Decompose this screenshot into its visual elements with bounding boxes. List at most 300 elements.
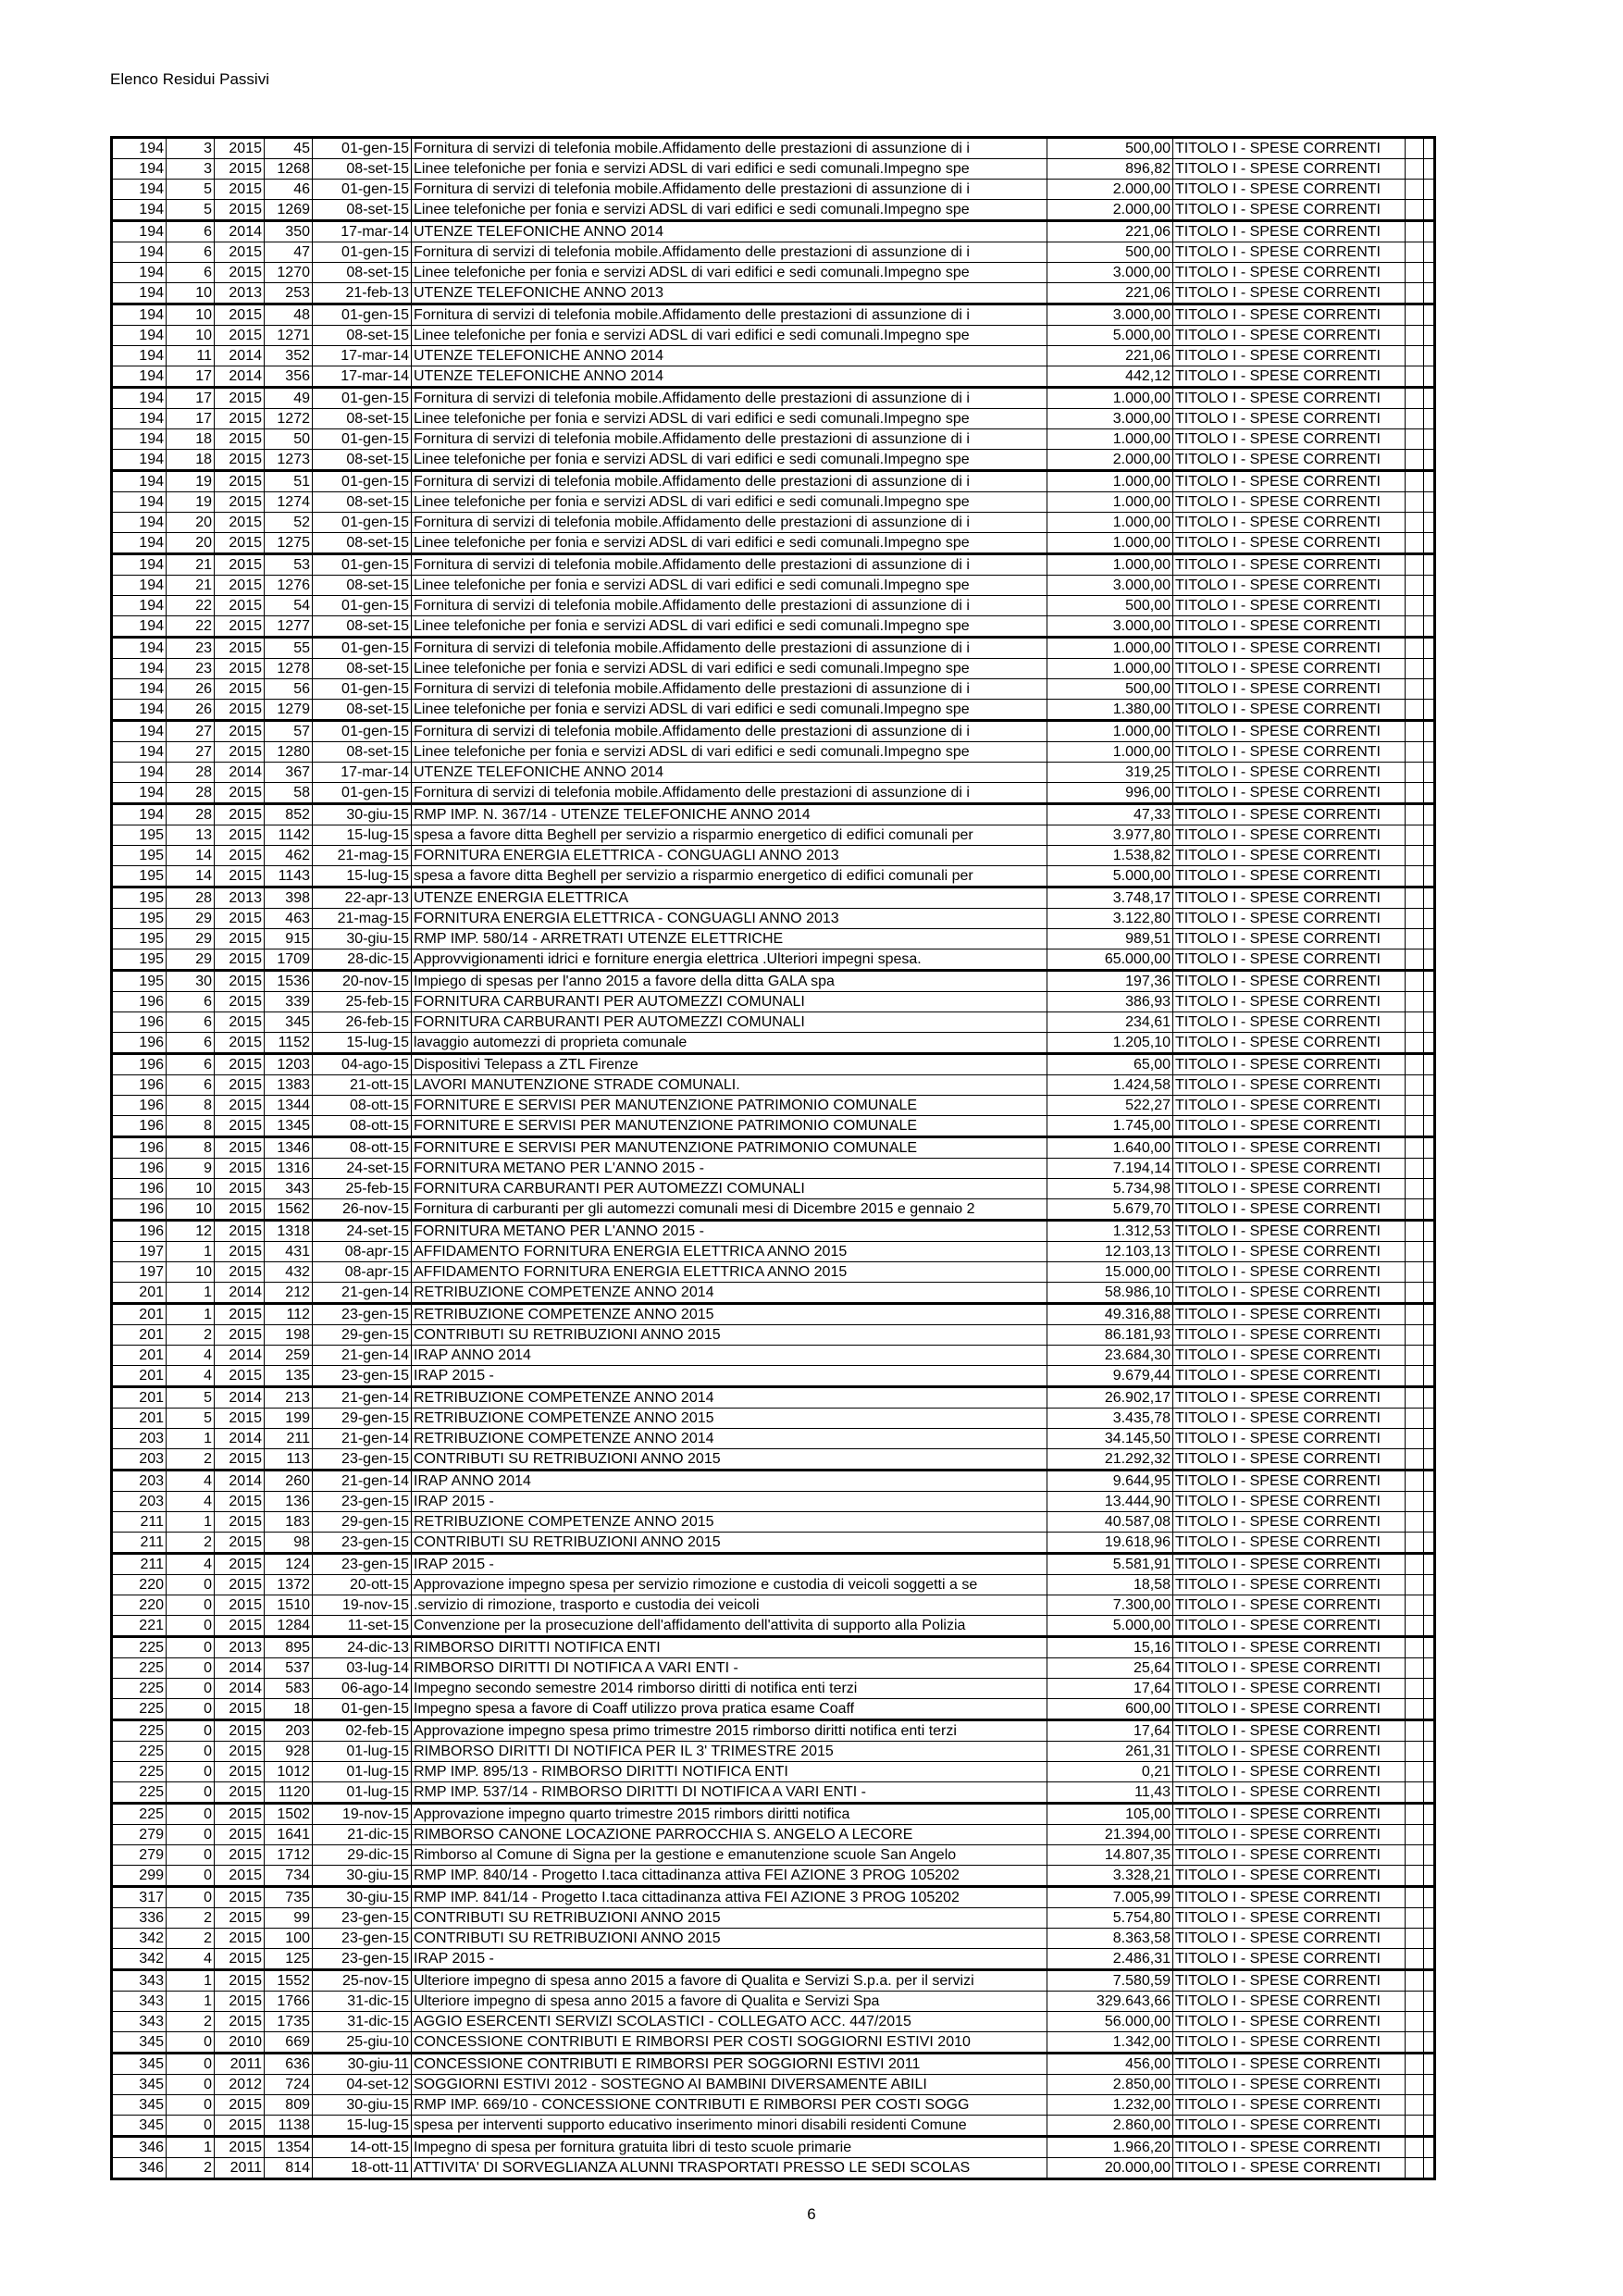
empty-cell [1406,492,1424,513]
impegno-number-cell: 1709 [265,949,313,971]
impegno-number-cell: 350 [265,221,313,242]
residui-passivi-table [110,136,1436,2180]
amount-cell: 2.000,00 [1047,200,1173,221]
empty-cell [1424,1825,1435,1845]
empty-cell [1424,1595,1435,1616]
capitolo-cell: 194 [112,679,167,700]
titolo-cell: TITOLO I - SPESE CORRENTI [1173,1742,1406,1762]
capitolo-cell: 196 [112,1159,167,1179]
titolo-cell: TITOLO I - SPESE CORRENTI [1173,2032,1406,2054]
date-cell: 08-ott-15 [313,1116,412,1137]
anno-cell: 2015 [215,1075,265,1096]
amount-cell: 896,82 [1047,159,1173,180]
description-cell: Linee telefoniche per fonia e servizi ADSL di vari edifici e sedi comunali.Impegno spe [412,159,1047,180]
table-row [112,1325,1435,1346]
impegno-number-cell: 198 [265,1325,313,1346]
titolo-cell: TITOLO I - SPESE CORRENTI [1173,2137,1406,2158]
description-cell: FORNITURA METANO PER L'ANNO 2015 - [412,1159,1047,1179]
empty-cell [1406,638,1424,659]
amount-cell: 2.860,00 [1047,2116,1173,2137]
capitolo-cell: 194 [112,429,167,450]
date-cell: 01-lug-15 [313,1782,412,1804]
empty-cell [1424,221,1435,242]
amount-cell: 11,43 [1047,1782,1173,1804]
titolo-cell: TITOLO I - SPESE CORRENTI [1173,1804,1406,1825]
capitolo-cell: 225 [112,1699,167,1720]
description-cell: Linee telefoniche per fonia e servizi ADSL di vari edifici e sedi comunali.Impegno spe [412,326,1047,346]
amount-cell: 2.000,00 [1047,450,1173,471]
anno-cell: 2014 [215,1283,265,1304]
empty-cell [1424,1429,1435,1449]
description-cell: Fornitura di servizi di telefonia mobile.Affidamento delle prestazioni di assunzione di i [412,304,1047,326]
empty-cell [1424,596,1435,616]
anno-cell: 2015 [215,1804,265,1825]
empty-cell [1424,242,1435,263]
empty-cell [1424,409,1435,429]
date-cell: 01-gen-15 [313,783,412,804]
impegno-number-cell: 253 [265,283,313,304]
amount-cell: 221,06 [1047,283,1173,304]
anno-cell: 2015 [215,1782,265,1804]
date-cell: 18-ott-11 [313,2158,412,2179]
articolo-cell: 19 [167,471,215,492]
empty-cell [1406,346,1424,366]
articolo-cell: 6 [167,263,215,283]
date-cell: 25-feb-15 [313,1179,412,1199]
description-cell: RIMBORSO DIRITTI DI NOTIFICA PER IL 3' TRIMESTRE 2015 [412,1742,1047,1762]
empty-cell [1406,1512,1424,1533]
empty-cell [1424,866,1435,887]
capitolo-cell: 194 [112,471,167,492]
anno-cell: 2015 [215,1887,265,1908]
titolo-cell: TITOLO I - SPESE CORRENTI [1173,1699,1406,1720]
titolo-cell: TITOLO I - SPESE CORRENTI [1173,1887,1406,1908]
capitolo-cell: 201 [112,1346,167,1366]
empty-cell [1424,554,1435,576]
titolo-cell: TITOLO I - SPESE CORRENTI [1173,346,1406,366]
capitolo-cell: 345 [112,2032,167,2054]
capitolo-cell: 194 [112,638,167,659]
table-row [112,283,1435,304]
capitolo-cell: 343 [112,1992,167,2012]
empty-cell [1406,1554,1424,1575]
table-row [112,1116,1435,1137]
amount-cell: 65.000,00 [1047,949,1173,971]
empty-cell [1424,1637,1435,1658]
empty-cell [1424,492,1435,513]
impegno-number-cell: 135 [265,1366,313,1387]
capitolo-cell: 220 [112,1575,167,1595]
capitolo-cell: 201 [112,1409,167,1429]
anno-cell: 2015 [215,825,265,846]
articolo-cell: 0 [167,1575,215,1595]
titolo-cell: TITOLO I - SPESE CORRENTI [1173,1616,1406,1637]
empty-cell [1406,1845,1424,1866]
anno-cell: 2015 [215,2137,265,2158]
empty-cell [1406,1471,1424,1492]
empty-cell [1406,596,1424,616]
empty-cell [1424,949,1435,971]
titolo-cell: TITOLO I - SPESE CORRENTI [1173,1283,1406,1304]
anno-cell: 2015 [215,1949,265,1970]
date-cell: 26-nov-15 [313,1199,412,1221]
titolo-cell: TITOLO I - SPESE CORRENTI [1173,2158,1406,2179]
empty-cell [1406,450,1424,471]
description-cell: RETRIBUZIONE COMPETENZE ANNO 2015 [412,1304,1047,1325]
empty-cell [1406,263,1424,283]
empty-cell [1424,1159,1435,1179]
table-row [112,180,1435,200]
empty-cell [1406,1221,1424,1242]
amount-cell: 2.850,00 [1047,2075,1173,2095]
articolo-cell: 0 [167,1762,215,1782]
anno-cell: 2015 [215,929,265,949]
empty-cell [1424,283,1435,304]
impegno-number-cell: 125 [265,1949,313,1970]
capitolo-cell: 211 [112,1554,167,1575]
empty-cell [1406,429,1424,450]
description-cell: Approvazione impegno spesa primo trimestre 2015 rimborso diritti notifica enti terzi [412,1720,1047,1742]
anno-cell: 2015 [215,616,265,638]
table-row [112,2075,1435,2095]
empty-cell [1424,2116,1435,2137]
capitolo-cell: 225 [112,1658,167,1679]
amount-cell: 319,25 [1047,763,1173,783]
table-row [112,1970,1435,1992]
titolo-cell: TITOLO I - SPESE CORRENTI [1173,1137,1406,1159]
table-row [112,1137,1435,1159]
capitolo-cell: 195 [112,909,167,929]
anno-cell: 2015 [215,159,265,180]
table-row [112,263,1435,283]
anno-cell: 2015 [215,409,265,429]
impegno-number-cell: 57 [265,721,313,742]
capitolo-cell: 343 [112,2012,167,2032]
amount-cell: 5.000,00 [1047,866,1173,887]
empty-cell [1424,2032,1435,2054]
date-cell: 21-gen-14 [313,1471,412,1492]
anno-cell: 2015 [215,304,265,326]
articolo-cell: 27 [167,742,215,763]
titolo-cell: TITOLO I - SPESE CORRENTI [1173,679,1406,700]
date-cell: 29-gen-15 [313,1325,412,1346]
anno-cell: 2015 [215,471,265,492]
articolo-cell: 28 [167,887,215,909]
date-cell: 21-mag-15 [313,909,412,929]
date-cell: 23-gen-15 [313,1908,412,1929]
empty-cell [1406,1242,1424,1262]
impegno-number-cell: 1345 [265,1116,313,1137]
description-cell: FORNITURE E SERVISI PER MANUTENZIONE PATRIMONIO COMUNALE [412,1137,1047,1159]
description-cell: UTENZE TELEFONICHE ANNO 2014 [412,221,1047,242]
description-cell: FORNITURA ENERGIA ELETTRICA - CONGUAGLI ANNO 2013 [412,846,1047,866]
table-row [112,1887,1435,1908]
impegno-number-cell: 1276 [265,576,313,596]
description-cell: Approvazione impegno quarto trimestre 2015 rimbors diritti notifica [412,1804,1047,1825]
articolo-cell: 0 [167,2095,215,2116]
amount-cell: 19.618,96 [1047,1533,1173,1554]
table-row [112,721,1435,742]
titolo-cell: TITOLO I - SPESE CORRENTI [1173,1221,1406,1242]
impegno-number-cell: 1346 [265,1137,313,1159]
anno-cell: 2015 [215,742,265,763]
anno-cell: 2015 [215,1096,265,1116]
anno-cell: 2015 [215,949,265,971]
anno-cell: 2015 [215,1616,265,1637]
empty-cell [1424,2095,1435,2116]
titolo-cell: TITOLO I - SPESE CORRENTI [1173,1471,1406,1492]
impegno-number-cell: 1278 [265,659,313,679]
table-row [112,616,1435,638]
date-cell: 19-nov-15 [313,1804,412,1825]
capitolo-cell: 196 [112,1137,167,1159]
anno-cell: 2014 [215,763,265,783]
amount-cell: 7.194,14 [1047,1159,1173,1179]
date-cell: 17-mar-14 [313,763,412,783]
titolo-cell: TITOLO I - SPESE CORRENTI [1173,2095,1406,2116]
table-row [112,909,1435,929]
articolo-cell: 4 [167,1471,215,1492]
empty-cell [1424,1554,1435,1575]
anno-cell: 2015 [215,1866,265,1887]
capitolo-cell: 196 [112,1012,167,1033]
amount-cell: 7.300,00 [1047,1595,1173,1616]
table-row [112,1782,1435,1804]
table-row [112,992,1435,1012]
table-row [112,1429,1435,1449]
description-cell: Convenzione per la prosecuzione dell'affidamento dell'attivita di supporto alla Polizia [412,1616,1047,1637]
articolo-cell: 30 [167,971,215,992]
titolo-cell: TITOLO I - SPESE CORRENTI [1173,949,1406,971]
articolo-cell: 0 [167,1866,215,1887]
anno-cell: 2015 [215,1595,265,1616]
capitolo-cell: 299 [112,1866,167,1887]
description-cell: Fornitura di carburanti per gli automezzi comunali mesi di Dicembre 2015 e gennaio 2 [412,1199,1047,1221]
capitolo-cell: 195 [112,846,167,866]
date-cell: 25-feb-15 [313,992,412,1012]
description-cell: CONTRIBUTI SU RETRIBUZIONI ANNO 2015 [412,1533,1047,1554]
articolo-cell: 29 [167,909,215,929]
description-cell: RIMBORSO DIRITTI NOTIFICA ENTI [412,1637,1047,1658]
articolo-cell: 8 [167,1096,215,1116]
anno-cell: 2015 [215,638,265,659]
date-cell: 08-set-15 [313,533,412,554]
anno-cell: 2015 [215,1762,265,1782]
amount-cell: 329.643,66 [1047,1992,1173,2012]
date-cell: 29-dic-15 [313,1845,412,1866]
date-cell: 08-ott-15 [313,1096,412,1116]
description-cell: Linee telefoniche per fonia e servizi ADSL di vari edifici e sedi comunali.Impegno spe [412,492,1047,513]
empty-cell [1424,1075,1435,1096]
amount-cell: 1.000,00 [1047,659,1173,679]
articolo-cell: 5 [167,180,215,200]
articolo-cell: 10 [167,283,215,304]
table-row [112,1595,1435,1616]
date-cell: 08-set-15 [313,742,412,763]
anno-cell: 2014 [215,346,265,366]
empty-cell [1424,763,1435,783]
amount-cell: 17,64 [1047,1720,1173,1742]
impegno-number-cell: 100 [265,1929,313,1949]
empty-cell [1424,1471,1435,1492]
date-cell: 23-gen-15 [313,1304,412,1325]
titolo-cell: TITOLO I - SPESE CORRENTI [1173,159,1406,180]
titolo-cell: TITOLO I - SPESE CORRENTI [1173,1304,1406,1325]
empty-cell [1424,450,1435,471]
description-cell: Ulteriore impegno di spesa anno 2015 a favore di Qualita e Servizi S.p.a. per il servizi [412,1970,1047,1992]
capitolo-cell: 197 [112,1242,167,1262]
impegno-number-cell: 852 [265,804,313,825]
impegno-number-cell: 1536 [265,971,313,992]
date-cell: 25-giu-10 [313,2032,412,2054]
date-cell: 04-set-12 [313,2075,412,2095]
empty-cell [1424,576,1435,596]
empty-cell [1424,1929,1435,1949]
capitolo-cell: 225 [112,1720,167,1742]
table-row [112,159,1435,180]
articolo-cell: 0 [167,1825,215,1845]
articolo-cell: 21 [167,554,215,576]
articolo-cell: 6 [167,1012,215,1033]
description-cell: Fornitura di servizi di telefonia mobile.Affidamento delle prestazioni di assunzione di i [412,513,1047,533]
date-cell: 24-dic-13 [313,1637,412,1658]
anno-cell: 2015 [215,1137,265,1159]
anno-cell: 2015 [215,1366,265,1387]
titolo-cell: TITOLO I - SPESE CORRENTI [1173,513,1406,533]
impegno-number-cell: 734 [265,1866,313,1887]
table-row [112,679,1435,700]
amount-cell: 56.000,00 [1047,2012,1173,2032]
amount-cell: 5.734,98 [1047,1179,1173,1199]
amount-cell: 3.000,00 [1047,304,1173,326]
impegno-number-cell: 1318 [265,1221,313,1242]
table-row [112,825,1435,846]
empty-cell [1406,909,1424,929]
anno-cell: 2015 [215,909,265,929]
articolo-cell: 1 [167,1512,215,1533]
articolo-cell: 17 [167,409,215,429]
table-row [112,242,1435,263]
articolo-cell: 2 [167,2158,215,2179]
table-row [112,1054,1435,1075]
empty-cell [1424,1866,1435,1887]
empty-cell [1406,283,1424,304]
amount-cell: 261,31 [1047,1742,1173,1762]
impegno-number-cell: 1012 [265,1762,313,1782]
empty-cell [1424,971,1435,992]
empty-cell [1424,1137,1435,1159]
amount-cell: 5.581,91 [1047,1554,1173,1575]
anno-cell: 2015 [215,1242,265,1262]
description-cell: AGGIO ESERCENTI SERVIZI SCOLASTICI - COLLEGATO ACC. 447/2015 [412,2012,1047,2032]
table-row [112,929,1435,949]
capitolo-cell: 194 [112,159,167,180]
description-cell: RETRIBUZIONE COMPETENZE ANNO 2015 [412,1409,1047,1429]
impegno-number-cell: 352 [265,346,313,366]
empty-cell [1406,700,1424,721]
empty-cell [1406,804,1424,825]
empty-cell [1424,533,1435,554]
impegno-number-cell: 339 [265,992,313,1012]
titolo-cell: TITOLO I - SPESE CORRENTI [1173,1970,1406,1992]
table-row [112,1366,1435,1387]
table-row [112,846,1435,866]
amount-cell: 1.640,00 [1047,1137,1173,1159]
description-cell: CONCESSIONE CONTRIBUTI E RIMBORSI PER SOGGIORNI ESTIVI 2011 [412,2054,1047,2075]
impegno-number-cell: 259 [265,1346,313,1366]
articolo-cell: 12 [167,1221,215,1242]
titolo-cell: TITOLO I - SPESE CORRENTI [1173,554,1406,576]
impegno-number-cell: 260 [265,1471,313,1492]
description-cell: IRAP ANNO 2014 [412,1346,1047,1366]
table-row [112,804,1435,825]
description-cell: Impegno di spesa per fornitura gratuita libri di testo scuole primarie [412,2137,1047,2158]
date-cell: 21-gen-14 [313,1387,412,1409]
amount-cell: 86.181,93 [1047,1325,1173,1346]
table-row [112,783,1435,804]
page-number: 6 [807,2205,816,2223]
titolo-cell: TITOLO I - SPESE CORRENTI [1173,366,1406,388]
amount-cell: 3.000,00 [1047,576,1173,596]
titolo-cell: TITOLO I - SPESE CORRENTI [1173,1075,1406,1096]
empty-cell [1406,2116,1424,2137]
date-cell: 29-gen-15 [313,1409,412,1429]
empty-cell [1424,887,1435,909]
table-row [112,1533,1435,1554]
impegno-number-cell: 49 [265,388,313,409]
impegno-number-cell: 583 [265,1679,313,1699]
titolo-cell: TITOLO I - SPESE CORRENTI [1173,1242,1406,1262]
articolo-cell: 14 [167,846,215,866]
empty-cell [1406,1075,1424,1096]
description-cell: Linee telefoniche per fonia e servizi ADSL di vari edifici e sedi comunali.Impegno spe [412,659,1047,679]
anno-cell: 2014 [215,221,265,242]
capitolo-cell: 194 [112,700,167,721]
capitolo-cell: 195 [112,887,167,909]
capitolo-cell: 194 [112,200,167,221]
impegno-number-cell: 724 [265,2075,313,2095]
impegno-number-cell: 669 [265,2032,313,2054]
amount-cell: 7.005,99 [1047,1887,1173,1908]
impegno-number-cell: 636 [265,2054,313,2075]
description-cell: Linee telefoniche per fonia e servizi ADSL di vari edifici e sedi comunali.Impegno spe [412,742,1047,763]
empty-cell [1406,1595,1424,1616]
empty-cell [1424,804,1435,825]
articolo-cell: 4 [167,1554,215,1575]
amount-cell: 1.000,00 [1047,554,1173,576]
titolo-cell: TITOLO I - SPESE CORRENTI [1173,200,1406,221]
description-cell: Linee telefoniche per fonia e servizi ADSL di vari edifici e sedi comunali.Impegno spe [412,700,1047,721]
impegno-number-cell: 1277 [265,616,313,638]
table-row [112,1242,1435,1262]
empty-cell [1406,1366,1424,1387]
table-row [112,1929,1435,1949]
anno-cell: 2015 [215,1262,265,1283]
articolo-cell: 0 [167,1595,215,1616]
table-row [112,2054,1435,2075]
empty-cell [1406,326,1424,346]
date-cell: 01-gen-15 [313,596,412,616]
empty-cell [1406,471,1424,492]
amount-cell: 23.684,30 [1047,1346,1173,1366]
date-cell: 08-apr-15 [313,1242,412,1262]
titolo-cell: TITOLO I - SPESE CORRENTI [1173,492,1406,513]
anno-cell: 2015 [215,700,265,721]
date-cell: 15-lug-15 [313,825,412,846]
date-cell: 15-lug-15 [313,1033,412,1054]
empty-cell [1406,929,1424,949]
amount-cell: 197,36 [1047,971,1173,992]
